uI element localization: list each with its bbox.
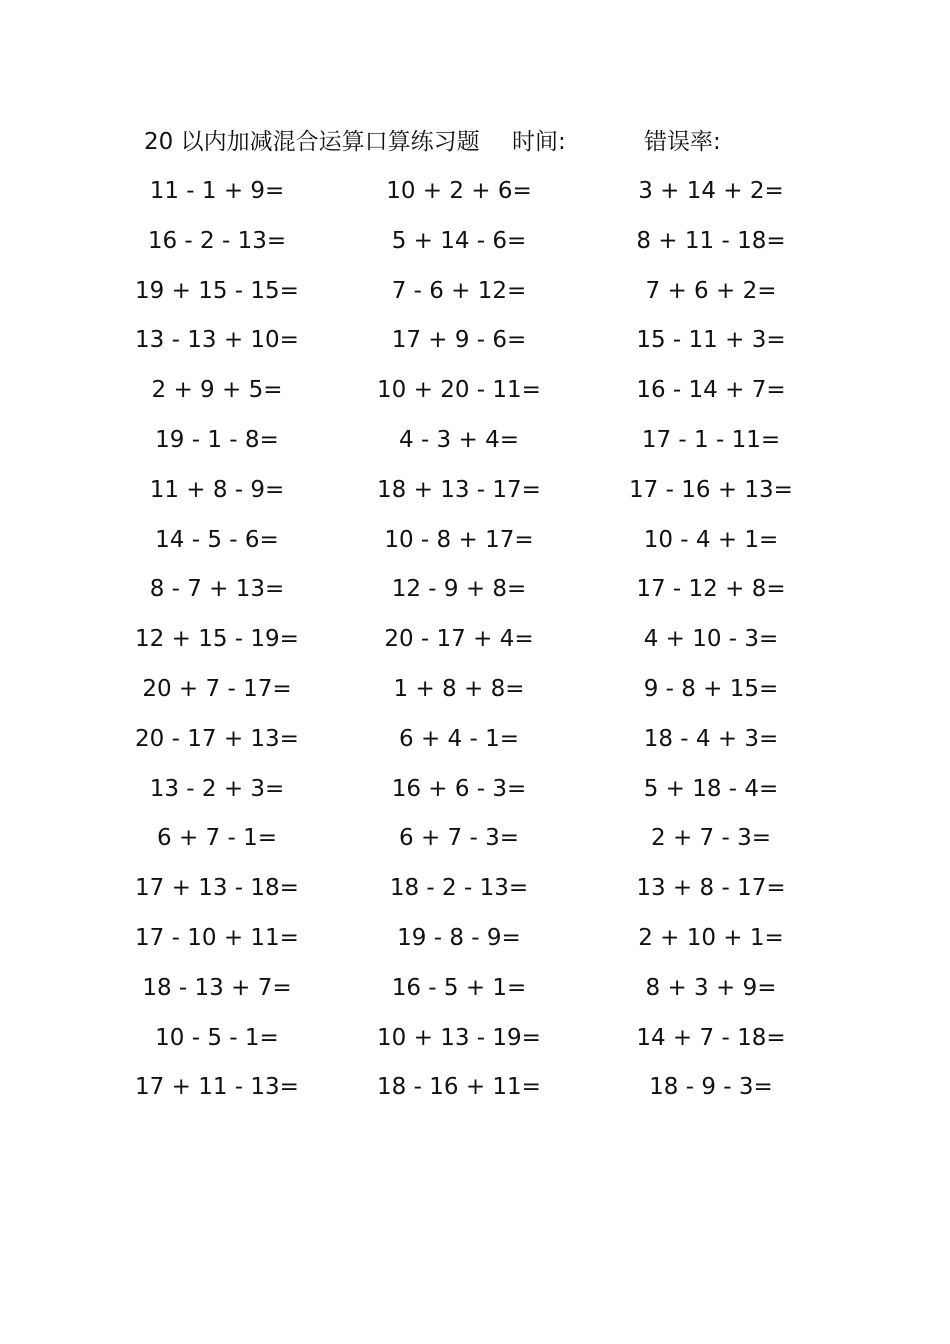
math-problem: 11 - 1 + 9= [149, 178, 285, 204]
math-problem: 3 + 14 + 2= [638, 178, 784, 204]
math-problem: 17 + 11 - 13= [135, 1074, 299, 1101]
math-problem: 14 - 5 - 6= [155, 526, 279, 553]
math-problem: 16 + 6 - 3= [391, 775, 527, 802]
problem-row [0, 770, 950, 820]
math-problem: 11 + 8 - 9= [149, 476, 285, 503]
math-problem: 1 + 8 + 8= [393, 675, 525, 702]
problem-row [0, 222, 950, 272]
problem-row [0, 969, 950, 1019]
math-problem: 6 + 4 - 1= [399, 725, 519, 752]
math-problem: 18 - 13 + 7= [142, 974, 292, 1001]
math-problem: 13 - 2 + 3= [149, 775, 285, 802]
math-problem: 2 + 10 + 1= [638, 924, 784, 951]
problem-row [0, 172, 950, 222]
math-problem: 14 + 7 - 18= [636, 1024, 786, 1051]
math-problem: 20 - 17 + 13= [135, 725, 299, 752]
math-problem: 8 + 11 - 18= [636, 227, 786, 254]
problem-row [0, 1019, 950, 1069]
math-problem: 5 + 18 - 4= [643, 775, 779, 802]
worksheet-header [144, 124, 844, 160]
math-problem: 18 - 2 - 13= [389, 875, 529, 902]
problem-row [0, 919, 950, 969]
math-problem: 19 - 8 - 9= [397, 924, 521, 951]
math-problem: 17 - 10 + 11= [135, 924, 299, 951]
math-problem: 18 - 16 + 11= [377, 1074, 541, 1101]
math-problem: 16 - 2 - 13= [147, 227, 287, 254]
math-problem: 18 + 13 - 17= [377, 476, 541, 503]
math-problem: 10 - 4 + 1= [643, 526, 779, 553]
problem-row [0, 620, 950, 670]
math-problem: 13 + 8 - 17= [636, 875, 786, 902]
problem-row [0, 720, 950, 770]
math-problem: 4 + 10 - 3= [643, 626, 779, 653]
math-problem: 7 + 6 + 2= [645, 277, 777, 304]
math-problem: 8 - 7 + 13= [149, 576, 285, 603]
math-problem: 9 - 8 + 15= [643, 675, 779, 702]
math-problem: 17 - 1 - 11= [641, 426, 781, 453]
math-problem: 6 + 7 - 1= [157, 825, 277, 852]
problem-row [0, 321, 950, 371]
worksheet-title: 20 以内加减混合运算口算练习题 [144, 129, 480, 155]
math-problem: 2 + 9 + 5= [151, 377, 283, 404]
math-problem: 18 - 9 - 3= [649, 1074, 773, 1101]
math-problem: 10 + 2 + 6= [386, 178, 532, 204]
math-problem: 10 - 8 + 17= [384, 526, 534, 553]
problem-row [0, 570, 950, 620]
problem-row [0, 869, 950, 919]
problem-row [0, 521, 950, 571]
math-problem: 12 + 15 - 19= [135, 626, 299, 653]
error-rate-label: 错误率: [644, 129, 721, 155]
math-problem: 17 + 13 - 18= [135, 875, 299, 902]
math-problem: 20 + 7 - 17= [142, 675, 292, 702]
problem-row [0, 670, 950, 720]
math-problem: 8 + 3 + 9= [645, 974, 777, 1001]
math-problem: 6 + 7 - 3= [399, 825, 519, 852]
problem-row [0, 819, 950, 869]
math-problem: 12 - 9 + 8= [391, 576, 527, 603]
problem-grid [0, 172, 950, 1118]
math-problem: 17 - 16 + 13= [629, 476, 793, 503]
problem-row [0, 421, 950, 471]
problem-row [0, 272, 950, 322]
math-problem: 16 - 5 + 1= [391, 974, 527, 1001]
math-problem: 17 + 9 - 6= [391, 327, 527, 354]
problem-row [0, 471, 950, 521]
math-problem: 15 - 11 + 3= [636, 327, 786, 354]
math-problem: 7 - 6 + 12= [391, 277, 527, 304]
problem-row [0, 1068, 950, 1118]
math-problem: 2 + 7 - 3= [651, 825, 771, 852]
math-problem: 4 - 3 + 4= [399, 426, 519, 453]
math-problem: 16 - 14 + 7= [636, 377, 786, 404]
math-problem: 10 + 20 - 11= [377, 377, 541, 404]
math-problem: 10 + 13 - 19= [377, 1024, 541, 1051]
math-problem: 13 - 13 + 10= [135, 327, 299, 354]
math-problem: 19 + 15 - 15= [135, 277, 299, 304]
time-label: 时间: [512, 129, 566, 155]
problem-row [0, 371, 950, 421]
math-problem: 19 - 1 - 8= [155, 426, 279, 453]
math-problem: 18 - 4 + 3= [643, 725, 779, 752]
math-problem: 20 - 17 + 4= [384, 626, 534, 653]
math-problem: 10 - 5 - 1= [155, 1024, 279, 1051]
math-problem: 17 - 12 + 8= [636, 576, 786, 603]
math-problem: 5 + 14 - 6= [391, 227, 527, 254]
